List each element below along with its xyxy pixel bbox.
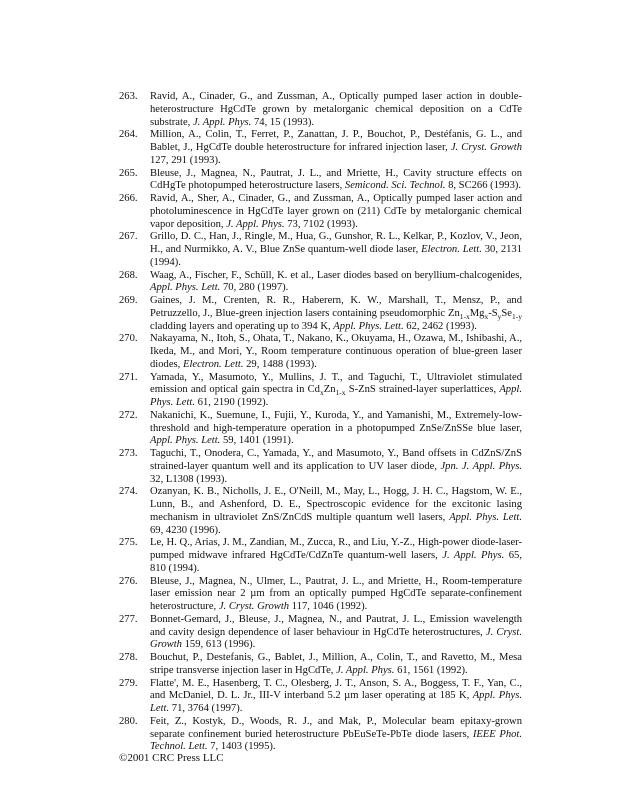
- reference-text: [150, 231, 522, 269]
- reference-segment: 127, 291 (1993).: [150, 154, 221, 166]
- reference-item: [119, 537, 522, 575]
- reference-segment: Flatte', M. E., Hasenberg, T. C., Olesberg, J. T., Anson, S. A., Boggess, T. F., Yan, C., and McDaniel, D. L. Jr., III-V interband 5.2 µm laser operating at 185 K,: [150, 677, 522, 702]
- reference-number: 274.: [119, 486, 138, 498]
- reference-segment: Nakayama, N., Itoh, S., Ohata, T., Nakano, K., Okuyama, H., Ozawa, M., Ishibashi, A., Ikeda, M., and Mori, Y., Room temperature continuous operation of blue-green laser diodes,: [150, 333, 522, 370]
- reference-segment: 8, SC266 (1993).: [445, 180, 522, 192]
- reference-segment: Le, H. Q., Arias, J. M., Zandian, M., Zucca, R., and Liu, Y.-Z., High-power diode-laser-pumped midwave infrared HgCdTe/CdZnTe quantum-well lasers,: [150, 537, 522, 561]
- journal-name: J. Appl. Phys.: [442, 550, 505, 561]
- reference-item: [119, 270, 522, 296]
- reference-number: 272.: [119, 409, 138, 421]
- reference-number: 273.: [119, 448, 138, 459]
- reference-segment: Ozanyan, K. B., Nicholls, J. E., O'Neill, M., May, L., Hogg, J. H. C., Hagstom, W. E., Lunn, B., and Ashenford, D. E., Spectroscopic evidence for the excitonic lasing mechanism in ultraviolet ZnS/ZnCdS multiple quantum well lasers,: [150, 486, 522, 523]
- reference-text: [150, 614, 522, 652]
- journal-name: Electron. Lett.: [421, 244, 482, 255]
- journal-name: J. Cryst. Growth: [450, 142, 522, 153]
- reference-item: [119, 486, 522, 537]
- reference-item: [119, 231, 522, 269]
- journal-name: J. Appl. Phys.: [336, 664, 395, 676]
- reference-segment: Waag, A., Fischer, F., Schüll, K. et al., Laser diodes based on beryllium-chalcogenides,: [150, 269, 522, 281]
- journal-name: Jpn. J. Appl. Phys.: [440, 460, 522, 472]
- reference-text: [150, 537, 522, 575]
- reference-number: 276.: [119, 575, 138, 587]
- reference-number: 279.: [119, 677, 138, 689]
- reference-number: 277.: [119, 613, 138, 625]
- reference-segment: 32, L1308 (1993).: [150, 473, 228, 485]
- reference-item: [119, 410, 522, 448]
- subscript: x: [319, 388, 324, 398]
- reference-segment: Nakanichi, K., Suemune, I., Fujii, Y., Kuroda, Y., and Yamanishi, M., Extremely-low-threshold and high-temperature operation in a photopumped ZnSe/ZnSSe blue laser,: [150, 409, 522, 434]
- reference-number: 280.: [119, 715, 138, 727]
- reference-segment: 30, 2131 (1994).: [150, 244, 523, 268]
- reference-text: [150, 193, 522, 231]
- subscript: 1-y: [512, 311, 522, 321]
- reference-number: 269.: [119, 295, 138, 306]
- reference-text: [150, 129, 522, 167]
- journal-name: Electron. Lett.: [182, 358, 244, 370]
- reference-segment: Mg: [469, 307, 485, 319]
- reference-segment: Bleuse, J., Magnea, N., Pautrat, J. L., and Mriette, H., Cavity structure effects on CdHgTe photopumped heterostructure lasers,: [150, 167, 522, 192]
- journal-name: J. Cryst. Growth: [150, 626, 522, 651]
- reference-segment: 117, 1046 (1992).: [289, 601, 368, 612]
- subscript: 1-x: [335, 388, 346, 398]
- reference-text: [150, 333, 522, 371]
- reference-item: [119, 168, 522, 194]
- reference-item: [119, 716, 522, 754]
- journal-name: J. Appl. Phys.: [226, 218, 285, 230]
- journal-name: Appl. Phys. Lett.: [150, 690, 523, 714]
- reference-segment: Se: [501, 307, 512, 319]
- reference-text: [150, 678, 522, 716]
- reference-item: [119, 372, 522, 410]
- reference-segment: 59, 1401 (1991).: [220, 435, 294, 447]
- reference-text: [150, 486, 522, 537]
- reference-segment: Taguchi, T., Onodera, C., Yamada, Y., and Masumoto, Y., Band offsets in CdZnS/ZnS strained-layer quantum well and its application to UV laser diode,: [150, 448, 522, 472]
- reference-segment: Gaines, J. M., Crenten, R. R., Haberern, K. W., Marshall, T., Mensz, P., and Petruzzello, J., Blue-green injection lasers containing pseudomorphic Zn: [150, 295, 522, 319]
- reference-number: 264.: [119, 129, 138, 141]
- reference-segment: Ravid, A., Sher, A., Cinader, G., and Zussman, A., Optically pumped laser action and photoluminescence in HgCdTe layer grown on (211) CdTe by metalorganic chemical vapor deposition,: [150, 193, 522, 230]
- subscript: 1-x: [459, 311, 470, 321]
- reference-segment: 70, 280 (1997).: [220, 282, 289, 294]
- reference-segment: 61, 2190 (1992).: [195, 397, 269, 408]
- journal-name: Appl. Phys. Lett.: [150, 282, 221, 294]
- reference-text: [150, 372, 522, 410]
- reference-text: [150, 576, 522, 614]
- journal-name: J. Cryst. Growth: [218, 601, 290, 612]
- reference-number: 267.: [119, 231, 138, 243]
- reference-segment: Yamada, Y., Masumoto, Y., Mullins, J. T., and Taguchi, T., Ultraviolet stimulated emission and optical gain spectra in Cd: [150, 371, 522, 396]
- reference-segment: cladding layers and operating up to 394 K,: [150, 320, 334, 332]
- reference-segment: 62, 2462 (1993).: [403, 320, 477, 332]
- reference-item: [119, 295, 522, 333]
- reference-number: 275.: [119, 537, 138, 549]
- reference-item: [119, 193, 522, 231]
- reference-text: [150, 448, 522, 486]
- reference-item: [119, 333, 522, 371]
- reference-segment: 7, 1403 (1995).: [207, 741, 276, 753]
- reference-segment: 74, 15 (1993).: [251, 116, 315, 128]
- reference-text: [150, 270, 522, 296]
- reference-text: [150, 168, 522, 194]
- reference-segment: S-ZnS strained-layer superlattices,: [345, 384, 500, 396]
- reference-number: 268.: [119, 269, 138, 281]
- reference-segment: 159, 613 (1996).: [181, 639, 256, 651]
- reference-item: [119, 576, 522, 614]
- reference-segment: 61, 1561 (1992).: [394, 664, 468, 676]
- subscript: y: [497, 311, 502, 321]
- reference-segment: 71, 3764 (1997).: [169, 703, 243, 714]
- reference-item: [119, 652, 522, 678]
- journal-name: Semicond. Sci. Technol.: [344, 180, 446, 192]
- reference-number: 263.: [119, 91, 138, 102]
- reference-text: [150, 652, 522, 678]
- journal-name: Appl. Phys. Lett.: [150, 435, 221, 447]
- reference-item: [119, 91, 522, 129]
- reference-number: 265.: [119, 167, 138, 179]
- journal-name: Appl. Phys. Lett.: [150, 384, 522, 408]
- reference-text: [150, 410, 522, 448]
- reference-item: [119, 614, 522, 652]
- reference-segment: Million, A., Colin, T., Ferret, P., Zanattan, J. P., Bouchot, P., Destéfanis, G. L., and Bablet, J., HgCdTe double heterostructure for infrared injection laser,: [150, 129, 522, 153]
- reference-text: [150, 716, 522, 754]
- reference-item: [119, 678, 522, 716]
- reference-segment: 29, 1488 (1993).: [243, 358, 317, 370]
- journal-name: IEEE Phot. Technol. Lett.: [150, 728, 522, 753]
- reference-segment: 65, 810 (1994).: [150, 550, 523, 574]
- reference-text: [150, 295, 522, 333]
- reference-segment: Grillo, D. C., Han, J., Ringle, M., Hua, G., Gunshor, R. L., Kelkar, P., Kozlov, V., Jeon, H., and Nurmikko, A. V., Blue ZnSe quantum-well diode laser,: [150, 231, 522, 255]
- subscript: x: [484, 311, 489, 321]
- reference-item: [119, 448, 522, 486]
- reference-segment: -S: [488, 307, 498, 319]
- reference-segment: 73, 7102 (1993).: [284, 218, 358, 230]
- reference-segment: 69, 4230 (1996).: [150, 524, 221, 536]
- reference-number: 270.: [119, 333, 138, 345]
- reference-text: [150, 91, 522, 129]
- reference-segment: Bonnet-Gemard, J., Bleuse, J., Magnea, N., and Pautrat, J. L., Emission wavelength and cavity design dependence of laser behaviour in HgCdTe heterostructures,: [150, 613, 522, 638]
- journal-name: Appl. Phys. Lett.: [449, 511, 522, 523]
- reference-segment: Bouchut, P., Destefanis, G., Bablet, J., Million, A., Colin, T., and Ravetto, M., Mesa stripe transverse injection laser in HgCdTe,: [150, 652, 522, 676]
- journal-name: J. Appl. Phys.: [192, 116, 252, 128]
- journal-name: Appl. Phys. Lett.: [333, 320, 404, 332]
- reference-number: 278.: [119, 652, 138, 663]
- reference-number: 271.: [119, 371, 138, 383]
- reference-segment: Ravid, A., Cinader, G., and Zussman, A., Optically pumped laser action in double-heterostructure HgCdTe grown by metalorganic chemical deposition on a CdTe substrate,: [150, 91, 522, 128]
- reference-item: [119, 129, 522, 167]
- copyright-footer: ©2001 CRC Press LLC: [119, 752, 224, 764]
- reference-segment: Zn: [323, 384, 336, 396]
- reference-segment: Bleuse, J., Magnea, N., Ulmer, L., Pautrat, J. L., and Mriette, H., Room-temperature laser emission near 2 µm from an optically pumped HgCdTe separate-confinement heterostructure,: [150, 575, 522, 612]
- reference-segment: Feit, Z., Kostyk, D., Woods, R. J., and Mak, P., Molecular beam epitaxy-grown separate confinement buried heterostructure PbEuSeTe-PbTe diode lasers,: [150, 715, 522, 740]
- reference-list: [119, 91, 522, 754]
- reference-number: 266.: [119, 193, 138, 204]
